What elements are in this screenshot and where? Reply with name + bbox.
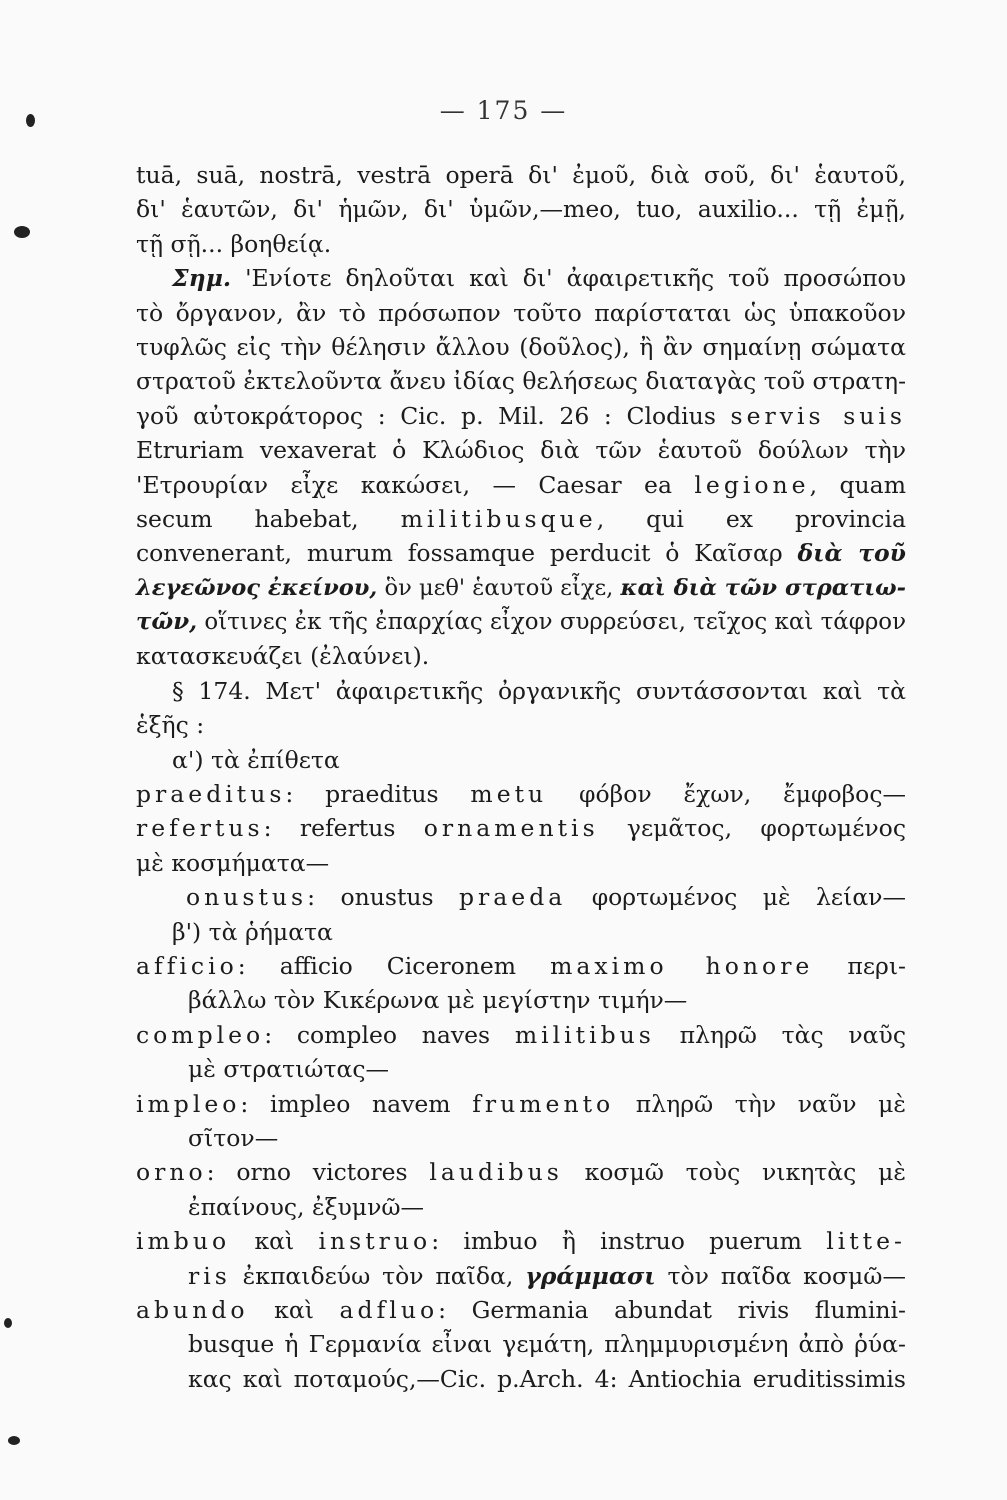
page-body: [136, 158, 906, 1396]
entry-line: praeditus: praeditus metu φόβον ἔχων, ἔμφοβος—: [136, 780, 906, 809]
entry-continuation: ris ἐκπαιδεύω τὸν παῖδα, γράμμασι τὸν παῖδα κοσμῶ—: [188, 1261, 906, 1290]
entry-continuation: σῖτον—: [188, 1123, 279, 1152]
text-line: convenerant, murum fossamque perducit ὁ Καῖσαρ διὰ τοῦ: [136, 539, 906, 568]
ink-speck: [14, 226, 30, 238]
text-line: λεγεῶνος ἐκείνου, ὃν μεθ' ἑαυτοῦ εἶχε, καὶ διὰ τῶν στρατιω-: [136, 574, 907, 601]
text-line: γοῦ αὐτοκράτορος : Cic. p. Mil. 26 : Clodius servis suis: [136, 401, 906, 430]
entry-line: impleo: impleo navem frumento πληρῶ τὴν ναῦν μὲ: [136, 1089, 906, 1118]
text-line: τῇ σῇ... βοηθείᾳ.: [136, 229, 332, 258]
ink-speck: [8, 1436, 20, 1445]
text-line: στρατοῦ ἐκτελοῦντα ἄνευ ἰδίας θελήσεως διαταγὰς τοῦ στρατη-: [136, 367, 906, 396]
text-line: τὸ ὄργανον, ἂν τὸ πρόσωπον τοῦτο παρίσταται ὡς ὑπακοῦον: [136, 298, 906, 327]
entry-line: orno: orno victores laudibus κοσμῶ τοὺς νικητὰς μὲ: [136, 1158, 906, 1187]
entry-continuation: βάλλω τὸν Κικέρωνα μὲ μεγίστην τιμήν—: [188, 986, 688, 1015]
entry-continuation: busque ἡ Γερμανία εἶναι γεμάτη, πλημμυρισμένη ἀπὸ ῥύα-: [188, 1330, 906, 1359]
text-line: Etruriam vexaverat ὁ Κλώδιος διὰ τῶν ἑαυτοῦ δούλων τὴν: [136, 436, 906, 465]
text-line: ἑξῆς :: [136, 711, 205, 740]
entry-line: compleo: compleo naves militibus πληρῶ τὰς ναῦς: [136, 1020, 906, 1049]
subheading: β') τὰ ῥήματα: [172, 917, 333, 946]
ink-speck: [4, 1318, 12, 1328]
entry-line: refertus: refertus ornamentis γεμᾶτος, φορτωμένος: [136, 814, 906, 843]
note-line: Σημ. 'Ενίοτε δηλοῦται καὶ δι' ἀφαιρετικῆς τοῦ προσώπου: [172, 264, 906, 293]
note-label: Σημ.: [172, 264, 232, 293]
entry-continuation: κας καὶ ποταμούς,—Cic. p.Arch. 4: Antiochia eruditissimis: [188, 1364, 906, 1393]
text-line: 'Ετρουρίαν εἶχε κακώσει, — Caesar ea legione, quam: [136, 470, 906, 499]
entry-continuation: μὲ στρατιώτας—: [188, 1055, 389, 1084]
entry-line: abundo καὶ adfluo: Germania abundat rivis flumini-: [136, 1295, 906, 1324]
page-number: — 175 —: [439, 96, 568, 125]
text-line: τῶν, οἵτινες ἐκ τῆς ἐπαρχίας εἶχον συρρεύσει, τεῖχος καὶ τάφρον: [136, 608, 906, 636]
entry-line: afficio: afficio Ciceronem maximo honore περι-: [136, 951, 906, 980]
text-line: tuā, suā, nostrā, vestrā operā δι' ἐμοῦ, διὰ σοῦ, δι' ἑαυτοῦ,: [136, 161, 906, 189]
entry-line: imbuo καὶ instruo: imbuo ἢ instruo puerum litte-: [136, 1227, 906, 1256]
section-heading: § 174. Μετ' ἀφαιρετικῆς ὀργανικῆς συντάσσονται καὶ τὰ: [172, 676, 906, 705]
entry-continuation: ἐπαίνους, ἐξυμνῶ—: [188, 1192, 425, 1221]
entry-line: onustus: onustus praeda φορτωμένος μὲ λείαν—: [186, 883, 906, 912]
text-line: δι' ἑαυτῶν, δι' ἡμῶν, δι' ὑμῶν,—meo, tuo, auxilio... τῇ ἐμῇ,: [136, 195, 906, 224]
text-line: secum habebat, militibusque, qui ex provincia: [136, 504, 906, 533]
text-line: τυφλῶς εἰς τὴν θέλησιν ἄλλου (δοῦλος), ἢ ἂν σημαίνῃ σώματα: [136, 332, 906, 361]
entry-continuation: μὲ κοσμήματα—: [136, 848, 330, 877]
subheading: α') τὰ ἐπίθετα: [172, 745, 340, 774]
text-line: κατασκευάζει (ἐλαύνει).: [136, 642, 430, 671]
